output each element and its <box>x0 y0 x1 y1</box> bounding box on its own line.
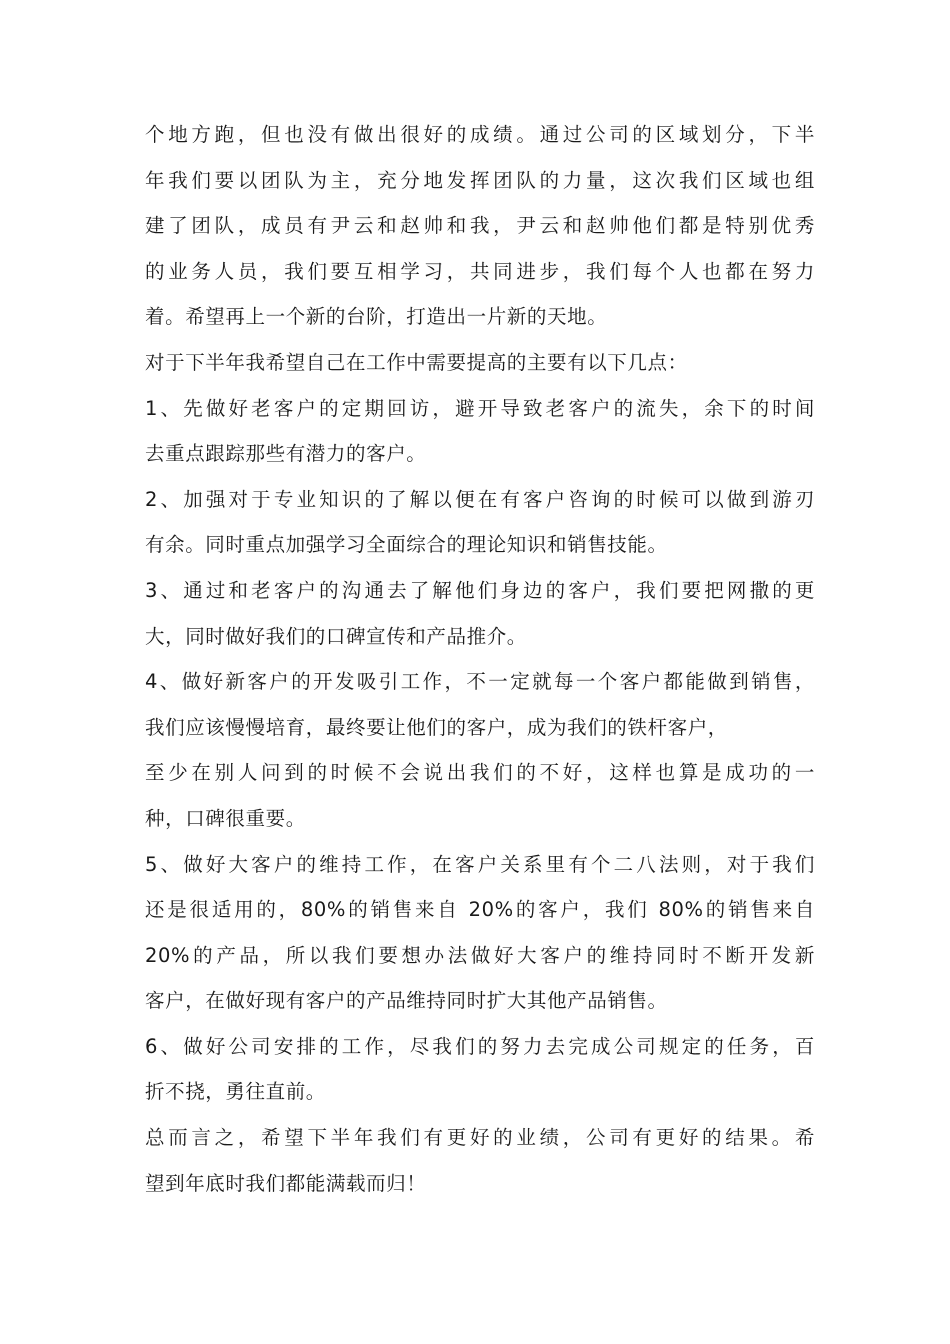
text-line: 客户，在做好现有客户的产品维持同时扩大其他产品销售。 <box>145 989 668 1013</box>
text-line: 6、做好公司安排的工作，尽我们的努力去完成公司规定的任务，百 <box>145 1034 815 1058</box>
text-line: 5、做好大客户的维持工作，在客户关系里有个二八法则，对于我们 <box>145 852 815 876</box>
text-line: 我们应该慢慢培育，最终要让他们的客户，成为我们的铁杆客户， <box>145 715 728 739</box>
text-line: 还是很适用的，80%的销售来自 20%的客户，我们 80%的销售来自 <box>145 898 815 922</box>
text-line: 折不挠，勇往直前。 <box>145 1080 326 1104</box>
text-line: 4、做好新客户的开发吸引工作，不一定就每一个客户都能做到销售， <box>145 670 815 694</box>
text-line: 对于下半年我希望自己在工作中需要提高的主要有以下几点： <box>145 350 688 374</box>
text-line: 建了团队，成员有尹云和赵帅和我，尹云和赵帅他们都是特别优秀 <box>145 214 815 238</box>
text-line: 总而言之，希望下半年我们有更好的业绩，公司有更好的结果。希 <box>145 1126 815 1150</box>
text-line: 年我们要以团队为主，充分地发挥团队的力量，这次我们区域也组 <box>145 168 815 192</box>
text-line: 大，同时做好我们的口碑宣传和产品推介。 <box>145 624 527 648</box>
text-line: 的业务人员，我们要互相学习，共同进步，我们每个人也都在努力 <box>145 259 815 283</box>
text-line: 有余。同时重点加强学习全面综合的理论知识和销售技能。 <box>145 533 668 557</box>
text-line: 2、加强对于专业知识的了解以便在有客户咨询的时候可以做到游刃 <box>145 487 815 511</box>
text-line: 着。希望再上一个新的台阶，打造出一片新的天地。 <box>145 305 608 329</box>
document-body <box>145 112 815 1206</box>
text-line: 个地方跑，但也没有做出很好的成绩。通过公司的区域划分，下半 <box>145 123 815 146</box>
text-line: 去重点跟踪那些有潜力的客户。 <box>145 442 427 466</box>
text-line: 1、先做好老客户的定期回访，避开导致老客户的流失，余下的时间 <box>145 396 815 420</box>
text-line: 种，口碑很重要。 <box>145 806 306 830</box>
text-line: 3、通过和老客户的沟通去了解他们身边的客户，我们要把网撒的更 <box>145 578 815 602</box>
text-line: 20%的产品，所以我们要想办法做好大客户的维持同时不断开发新 <box>145 943 815 967</box>
text-line: 望到年底时我们都能满载而归！ <box>145 1171 427 1195</box>
text-line: 至少在别人问到的时候不会说出我们的不好，这样也算是成功的一 <box>145 761 815 785</box>
